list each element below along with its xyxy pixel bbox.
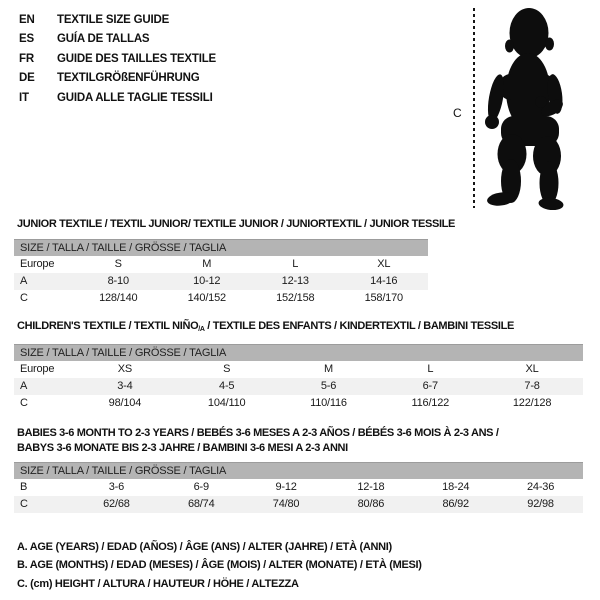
table-cell: 92/98 (527, 498, 554, 510)
children-title-part2: / TEXTILE DES ENFANTS / KINDERTEXTIL / BAMBINI TESSILE (204, 320, 514, 332)
row-label: A (20, 275, 28, 287)
size-column-header: XL (525, 363, 539, 375)
footnote-line-a: A. AGE (YEARS) / EDAD (AÑOS) / ÂGE (ANS) / ALTER (JAHRE) / ETÀ (ANNI) (17, 541, 392, 553)
table-row-height (14, 395, 583, 412)
language-label: GUÍA DE TALLAS (57, 33, 150, 46)
children-section-title (17, 319, 514, 337)
table-row-age (14, 378, 583, 395)
table-cell: 152/158 (276, 292, 315, 304)
language-code: ES (19, 33, 34, 46)
junior-size-table (14, 239, 428, 307)
table-cell: 110/116 (310, 397, 347, 409)
size-column-header: XL (377, 258, 391, 270)
table-cell: 3-4 (117, 380, 133, 392)
language-label: GUIDE DES TAILLES TEXTILE (57, 52, 216, 65)
table-cell: 128/140 (99, 292, 138, 304)
row-label: Europe (20, 258, 55, 270)
row-label: C (20, 397, 28, 409)
table-cell: 24-36 (526, 481, 555, 493)
language-header (19, 11, 216, 108)
table-cell: 80/86 (357, 498, 385, 510)
table-cell: 5-6 (320, 380, 337, 392)
table-row-height (14, 290, 428, 307)
size-column-header: S (114, 258, 122, 270)
language-code: FR (19, 52, 34, 65)
language-row (19, 89, 216, 108)
table-row-europe (14, 256, 428, 273)
height-measure-label: C (453, 106, 462, 120)
footnote-line-b: B. AGE (MONTHS) / EDAD (MESES) / ÂGE (MOIS) / ALTER (MONATE) / ETÀ (MESI) (17, 559, 422, 572)
table-cell: 8-10 (107, 275, 129, 287)
language-code: DE (19, 72, 35, 85)
language-label: TEXTILGRÖßENFÜHRUNG (57, 72, 200, 85)
baby-silhouette (483, 6, 565, 210)
babies-size-table (14, 462, 583, 513)
table-cell: 98/104 (108, 397, 142, 409)
table-cell: 18-24 (442, 481, 470, 493)
babies-section-title (17, 426, 499, 456)
language-row (19, 30, 216, 49)
table-cell: 68/74 (187, 498, 215, 510)
table-row-age-months (14, 479, 583, 496)
language-label: TEXTILE SIZE GUIDE (57, 14, 170, 26)
language-code: EN (19, 14, 35, 26)
babies-title-line2: BABYS 3-6 MONATE BIS 2-3 JAHRE / BAMBINI 3-6 MESI A 2-3 ANNI (17, 442, 348, 454)
height-measure-dashed-line (473, 8, 475, 208)
row-label: A (20, 380, 28, 392)
table-cell: 3-6 (108, 481, 125, 493)
table-cell: 6-9 (193, 481, 209, 493)
table-cell: 158/170 (364, 292, 403, 304)
size-column-header: L (427, 363, 434, 375)
table-cell: 7-8 (524, 380, 540, 392)
language-code: IT (19, 91, 29, 104)
children-title-part1: CHILDREN'S TEXTILE / TEXTIL NIÑO (17, 320, 199, 332)
size-header-bar: SIZE / TALLA / TAILLE / GRÖSSE / TAGLIA (14, 462, 583, 479)
table-cell: 4-5 (219, 380, 235, 392)
language-row (19, 69, 216, 88)
table-cell: 74/80 (272, 498, 300, 510)
table-row-height (14, 496, 583, 513)
table-cell: 6-7 (422, 380, 438, 392)
language-label: GUIDA ALLE TAGLIE TESSILI (57, 91, 213, 104)
table-cell: 140/152 (187, 292, 226, 304)
table-cell: 9-12 (275, 481, 297, 493)
size-header-bar: SIZE / TALLA / TAILLE / GRÖSSE / TAGLIA (14, 239, 428, 256)
table-cell: 116/122 (411, 397, 450, 409)
table-cell: 12-18 (357, 481, 385, 493)
language-row (19, 50, 216, 69)
row-label: Europe (20, 363, 55, 375)
size-column-header: XS (117, 363, 133, 375)
language-row (19, 11, 216, 30)
size-column-header: M (324, 363, 333, 375)
babies-title-line1: BABIES 3-6 MONTH TO 2-3 YEARS / BEBÉS 3-6 MESES A 2-3 AÑOS / BÉBÉS 3-6 MOIS À 2-3 ANS / (17, 427, 499, 439)
children-title-subscript: /A (198, 326, 205, 333)
footnote-line-c: C. (cm) HEIGHT / ALTURA / HAUTEUR / HÖHE / ALTEZZA (17, 577, 299, 590)
row-label: B (20, 481, 28, 493)
children-size-table (14, 344, 583, 412)
table-row-europe (14, 361, 583, 378)
row-label: C (20, 292, 28, 304)
table-cell: 104/110 (207, 397, 246, 409)
table-cell: 122/128 (512, 397, 552, 409)
table-cell: 62/68 (103, 498, 130, 510)
size-header-bar: SIZE / TALLA / TAILLE / GRÖSSE / TAGLIA (14, 344, 583, 361)
table-row-age (14, 273, 428, 290)
size-column-header: L (292, 258, 299, 270)
table-cell: 10-12 (193, 275, 221, 287)
table-cell: 14-16 (370, 275, 398, 287)
size-column-header: S (223, 363, 231, 375)
size-column-header: M (202, 258, 212, 270)
table-cell: 86/92 (442, 498, 469, 510)
row-label: C (20, 498, 28, 510)
table-cell: 12-13 (281, 275, 309, 287)
junior-section-title: JUNIOR TEXTILE / TEXTIL JUNIOR/ TEXTILE JUNIOR / JUNIORTEXTIL / JUNIOR TESSILE (17, 218, 456, 230)
footnote-legend (17, 538, 422, 593)
